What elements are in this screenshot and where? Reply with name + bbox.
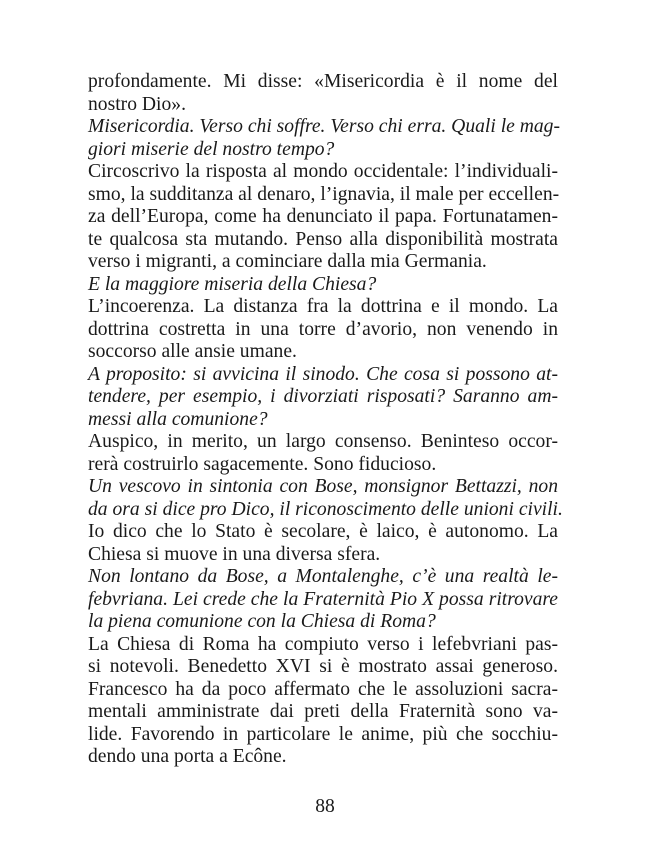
- text-line: E la maggiore miseria della Chiesa?: [88, 273, 377, 295]
- interviewer-question: [88, 566, 558, 634]
- text-line: L’incoerenza. La distanza fra la dottrina e il mondo. La: [88, 296, 558, 317]
- text-line: da ora si dice pro Dico, il riconoscimento delle unioni civili.: [88, 498, 563, 520]
- text-line: Circoscrivo la risposta al mondo occidentale: l’individuali-: [88, 161, 558, 182]
- interviewee-answer: [88, 521, 558, 566]
- interviewee-answer: [88, 634, 558, 769]
- text-line: za dell’Europa, come ha denunciato il papa. Fortunatamen-: [88, 206, 558, 227]
- text-line: giori miserie del nostro tempo?: [88, 138, 335, 160]
- text-line: profondamente. Mi disse: «Misericordia è il nome del: [88, 71, 558, 92]
- text-line: Un vescovo in sintonia con Bose, monsignor Bettazzi, non: [88, 476, 558, 497]
- text-line: La Chiesa di Roma ha compiuto verso i lefebvriani pas-: [88, 633, 558, 655]
- interviewer-question: [88, 364, 558, 432]
- text-line: Non lontano da Bose, a Montalenghe, c’è una realtà le-: [88, 566, 558, 587]
- interviewee-answer: [88, 296, 558, 364]
- text-line: la piena comunione con la Chiesa di Roma?: [88, 611, 436, 632]
- text-line: lide. Favorendo in particolare le anime, più che socchiu-: [88, 723, 558, 745]
- body-text: [88, 71, 563, 769]
- interviewer-question: [88, 116, 561, 161]
- text-line: messi alla comunione?: [88, 408, 268, 430]
- text-line: Auspico, in merito, un largo consenso. Beninteso occor-: [88, 431, 558, 452]
- text-line: soccorso alle ansie umane.: [88, 341, 297, 362]
- text-line: smo, la sudditanza al denaro, l’ignavia, il male per eccellen-: [88, 183, 560, 205]
- text-line: febvriana. Lei crede che la Fraternità Pio X possa ritrovare: [88, 588, 558, 610]
- text-line: A proposito: si avvicina il sinodo. Che cosa si possono at-: [88, 363, 558, 385]
- text-line: rerà costruirlo sagacemente. Sono fiducioso.: [88, 453, 437, 475]
- interviewee-answer: [88, 431, 558, 476]
- text-line: dottrina costretta in una torre d’avorio, non venendo in: [88, 318, 558, 340]
- interviewer-question: [88, 476, 563, 521]
- text-line: nostro Dio».: [88, 93, 186, 115]
- text-line: verso i migranti, a cominciare dalla mia Germania.: [88, 251, 487, 272]
- text-line: Chiesa si muove in una diversa sfera.: [88, 543, 381, 565]
- text-line: Io dico che lo Stato è secolare, è laico, è autonomo. La: [88, 521, 558, 542]
- text-line: dendo una porta a Ecône.: [88, 746, 287, 767]
- text-line: si notevoli. Benedetto XVI si è mostrato assai generoso.: [88, 656, 558, 677]
- text-line: tendere, per esempio, i divorziati risposati? Saranno am-: [88, 386, 558, 407]
- interviewer-question: [88, 274, 558, 297]
- interviewee-answer: [88, 161, 558, 274]
- page-number: 88: [315, 796, 335, 817]
- text-line: Francesco ha da poco affermato che le assoluzioni sacra-: [88, 678, 558, 700]
- text-line: Misericordia. Verso chi soffre. Verso chi erra. Quali le mag-: [88, 116, 561, 137]
- text-line: te qualcosa sta mutando. Penso alla disponibilità mostrata: [88, 228, 558, 250]
- text-line: mentali amministrate dai preti della Fraternità sono va-: [88, 701, 558, 722]
- interviewee-answer: [88, 71, 558, 116]
